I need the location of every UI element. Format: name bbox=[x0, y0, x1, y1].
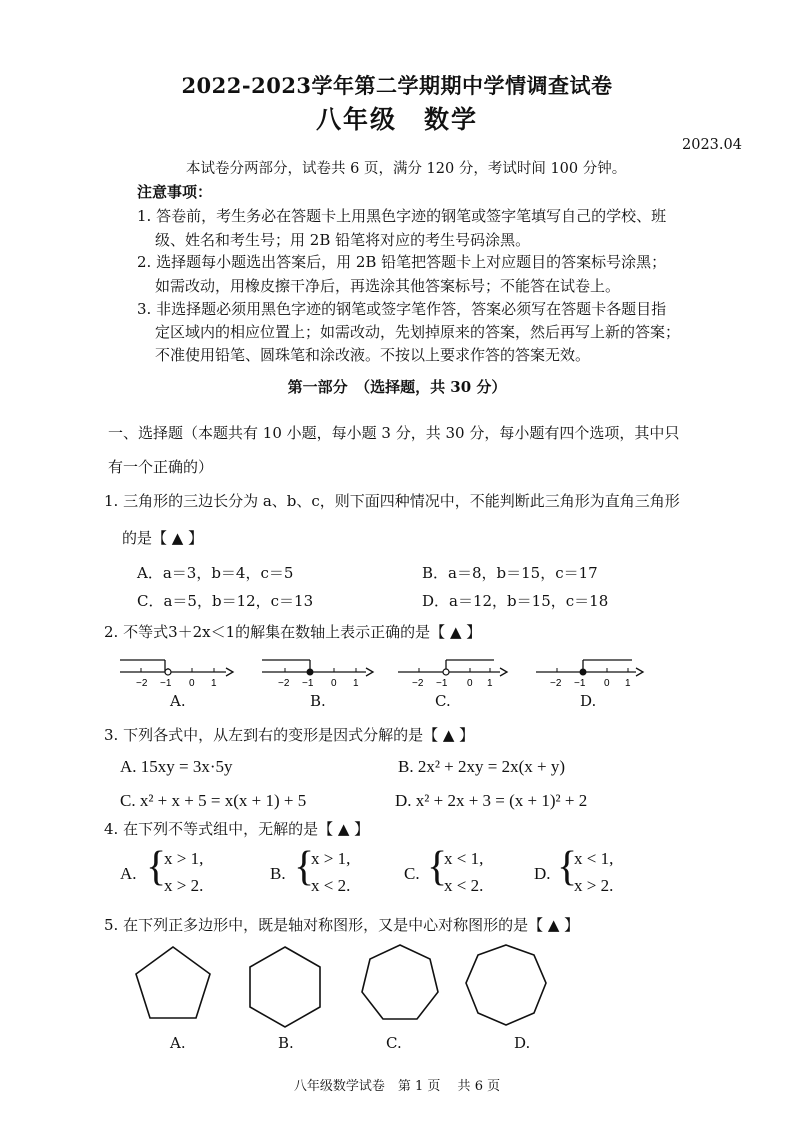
tick-label: 1 bbox=[353, 678, 359, 689]
q2-label-d: D. bbox=[580, 692, 597, 710]
axis-arrow bbox=[226, 668, 233, 676]
tick-label: 1 bbox=[211, 678, 217, 689]
q4-c-line2: x < 2. bbox=[444, 876, 484, 895]
tick-label: −2 bbox=[550, 678, 562, 689]
q4-label-b: B. bbox=[270, 864, 286, 883]
brace-icon: { bbox=[146, 844, 167, 890]
axis-arrow bbox=[636, 668, 643, 676]
q5-label-b: B. bbox=[278, 1034, 294, 1052]
notes-line: 级、姓名和考生号；用 2B 铅笔将对应的考生号码涂黑。 bbox=[155, 231, 531, 249]
pentagon-shape bbox=[136, 947, 210, 1018]
open-point bbox=[165, 669, 171, 675]
octagon-shape bbox=[466, 945, 546, 1025]
q5-label-a: A. bbox=[170, 1034, 186, 1052]
q4-label-d: D. bbox=[534, 864, 551, 883]
section-instructions: 有一个正确的） bbox=[108, 458, 214, 476]
heptagon-shape bbox=[362, 945, 438, 1019]
q5-label-d: D. bbox=[514, 1034, 531, 1052]
tick-label: 1 bbox=[625, 678, 631, 689]
q4-stem: 4. 在下列不等式组中，无解的是【 ▲ 】 bbox=[104, 820, 370, 838]
q2-label-b: B. bbox=[310, 692, 326, 710]
number-line-c bbox=[398, 660, 507, 689]
tick-label: 0 bbox=[467, 678, 473, 689]
q3-option-d: D. x² + 2x + 3 = (x + 1)² + 2 bbox=[395, 791, 588, 810]
tick-label: −2 bbox=[412, 678, 424, 689]
closed-point bbox=[580, 669, 586, 675]
notes-line: 如需改动，用橡皮擦干净后，再选涂其他答案标号；不能答在试卷上。 bbox=[155, 277, 621, 295]
number-line-d bbox=[536, 660, 643, 689]
tick-label: 0 bbox=[189, 678, 195, 689]
brace-icon: { bbox=[427, 844, 448, 890]
q5-stem: 5. 在下列正多边形中，既是轴对称图形，又是中心对称图形的是【 ▲ 】 bbox=[104, 916, 580, 934]
axis-arrow bbox=[500, 668, 507, 676]
tick-label: −1 bbox=[574, 678, 586, 689]
section-instructions: 一、选择题（本题共有 10 小题，每小题 3 分，共 30 分，每小题有四个选项，其中只 bbox=[108, 424, 680, 442]
notes-line: 1. 答卷前，考生务必在答题卡上用黑色字迹的钢笔或签字笔填写自己的学校、班 bbox=[137, 207, 667, 225]
tick-label: −2 bbox=[136, 678, 148, 689]
exam-title: 2022-2023学年第二学期期中学情调查试卷 bbox=[181, 73, 613, 98]
notes-heading: 注意事项： bbox=[137, 183, 213, 201]
q1-option-d: D．a＝12，b＝15，c＝18 bbox=[422, 592, 609, 610]
brace-icon: { bbox=[294, 844, 315, 890]
q4-a-line1: x > 1, bbox=[164, 849, 204, 868]
q3-option-b: B. 2x² + 2xy = 2x(x + y) bbox=[398, 757, 566, 776]
q1-option-c: C．a＝5，b＝12，c＝13 bbox=[137, 592, 314, 610]
q1-option-a: A．a＝3，b＝4，c＝5 bbox=[137, 564, 294, 582]
exam-subtitle: 八年级 数学 bbox=[315, 105, 478, 134]
exam-date: 2023.04 bbox=[682, 137, 742, 153]
notes-line: 2. 选择题每小题选出答案后，用 2B 铅笔把答题卡上对应题目的答案标号涂黑； bbox=[137, 253, 667, 271]
open-point bbox=[443, 669, 449, 675]
page-footer: 八年级数学试卷 第 1 页 共 6 页 bbox=[293, 1079, 501, 1094]
number-line-b bbox=[262, 660, 373, 689]
tick-label: 0 bbox=[604, 678, 610, 689]
q4-b-line2: x < 2. bbox=[311, 876, 351, 895]
q3-stem: 3. 下列各式中，从左到右的变形是因式分解的是【 ▲ 】 bbox=[104, 726, 475, 744]
tick-label: 1 bbox=[487, 678, 493, 689]
q4-d-line2: x > 2. bbox=[574, 876, 614, 895]
q2-label-c: C. bbox=[435, 692, 451, 710]
q2-stem: 2. 不等式3＋2x＜1的解集在数轴上表示正确的是【 ▲ 】 bbox=[104, 623, 482, 641]
q4-label-c: C. bbox=[404, 864, 420, 883]
q1-stem: 的是【 ▲ 】 bbox=[122, 529, 204, 547]
tick-label: 0 bbox=[331, 678, 337, 689]
part1-heading: 第一部分 （选择题，共 30 分） bbox=[287, 378, 507, 396]
q2-label-a: A. bbox=[170, 692, 186, 710]
axis-arrow bbox=[366, 668, 373, 676]
brace-icon: { bbox=[557, 844, 578, 890]
q3-option-c: C. x² + x + 5 = x(x + 1) + 5 bbox=[120, 791, 307, 810]
q4-c-line1: x < 1, bbox=[444, 849, 484, 868]
q4-d-line1: x < 1, bbox=[574, 849, 614, 868]
tick-label: −1 bbox=[302, 678, 314, 689]
q1-option-b: B．a＝8，b＝15，c＝17 bbox=[422, 564, 598, 582]
notes-line: 不准使用铅笔、圆珠笔和涂改液。不按以上要求作答的答案无效。 bbox=[155, 346, 591, 364]
q4-label-a: A. bbox=[120, 864, 137, 883]
tick-label: −1 bbox=[160, 678, 172, 689]
q1-stem: 1. 三角形的三边长分为 a、b、c，则下面四种情况中，不能判断此三角形为直角三角形 bbox=[104, 492, 680, 510]
q5-polygons bbox=[0, 935, 794, 1035]
q2-number-lines bbox=[0, 650, 794, 720]
tick-label: −1 bbox=[436, 678, 448, 689]
number-line-a bbox=[120, 660, 233, 689]
q4-a-line2: x > 2. bbox=[164, 876, 204, 895]
notes-line: 3. 非选择题必须用黑色字迹的钢笔或签字笔作答，答案必须写在答题卡各题目指 bbox=[137, 300, 667, 318]
hexagon-shape bbox=[250, 947, 320, 1027]
q3-option-a: A. 15xy = 3x·5y bbox=[120, 757, 233, 776]
q5-label-c: C. bbox=[386, 1034, 402, 1052]
tick-label: −2 bbox=[278, 678, 290, 689]
exam-intro: 本试卷分两部分，试卷共 6 页，满分 120 分，考试时间 100 分钟。 bbox=[186, 161, 627, 177]
closed-point bbox=[307, 669, 313, 675]
q4-b-line1: x > 1, bbox=[311, 849, 351, 868]
notes-line: 定区域内的相应位置上；如需改动，先划掉原来的答案，然后再写上新的答案； bbox=[155, 323, 681, 341]
